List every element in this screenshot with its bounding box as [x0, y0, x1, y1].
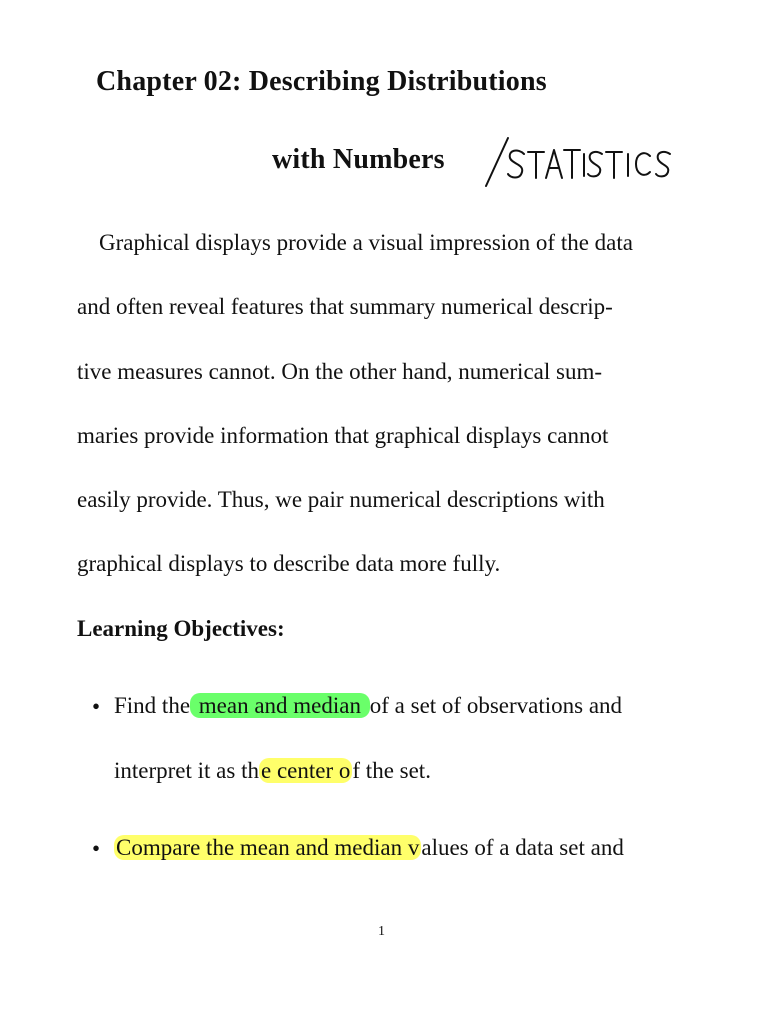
page-number: 1 — [378, 924, 385, 939]
objective-2-line-1 — [114, 835, 624, 861]
objective-1-line-2 — [114, 758, 431, 784]
yellow-highlight: e center o — [261, 758, 351, 783]
text-segment: interpret it as th — [114, 758, 259, 783]
text-segment: of a set of observations and — [369, 693, 623, 718]
text-segment: f the set. — [352, 758, 431, 783]
text-segment: Find the — [114, 693, 191, 718]
paragraph-line: easily provide. Thus, we pair numerical descriptions with — [77, 487, 605, 512]
paragraph-line: maries provide information that graphical displays cannot — [77, 423, 609, 448]
bullet-marker: • — [92, 694, 101, 719]
handwritten-statistics-annotation — [478, 132, 678, 192]
paragraph-line: tive measures cannot. On the other hand, numerical sum- — [77, 359, 603, 384]
learning-objectives-heading: Learning Objectives: — [77, 616, 285, 641]
paragraph-line: Graphical displays provide a visual impression of the data — [99, 230, 633, 255]
paragraph-line: and often reveal features that summary numerical descrip- — [77, 294, 613, 319]
text-segment: alues of a data set and — [421, 835, 624, 860]
chapter-title-line-2: with Numbers — [272, 144, 445, 175]
objective-1-line-1 — [114, 693, 622, 719]
paragraph-line: graphical displays to describe data more fully. — [77, 551, 501, 576]
chapter-title-line-1: Chapter 02: Describing Distributions — [96, 66, 547, 97]
green-highlight: mean and median — [190, 693, 370, 718]
bullet-marker: • — [92, 836, 101, 861]
yellow-highlight: Compare the mean and median v — [116, 835, 420, 860]
